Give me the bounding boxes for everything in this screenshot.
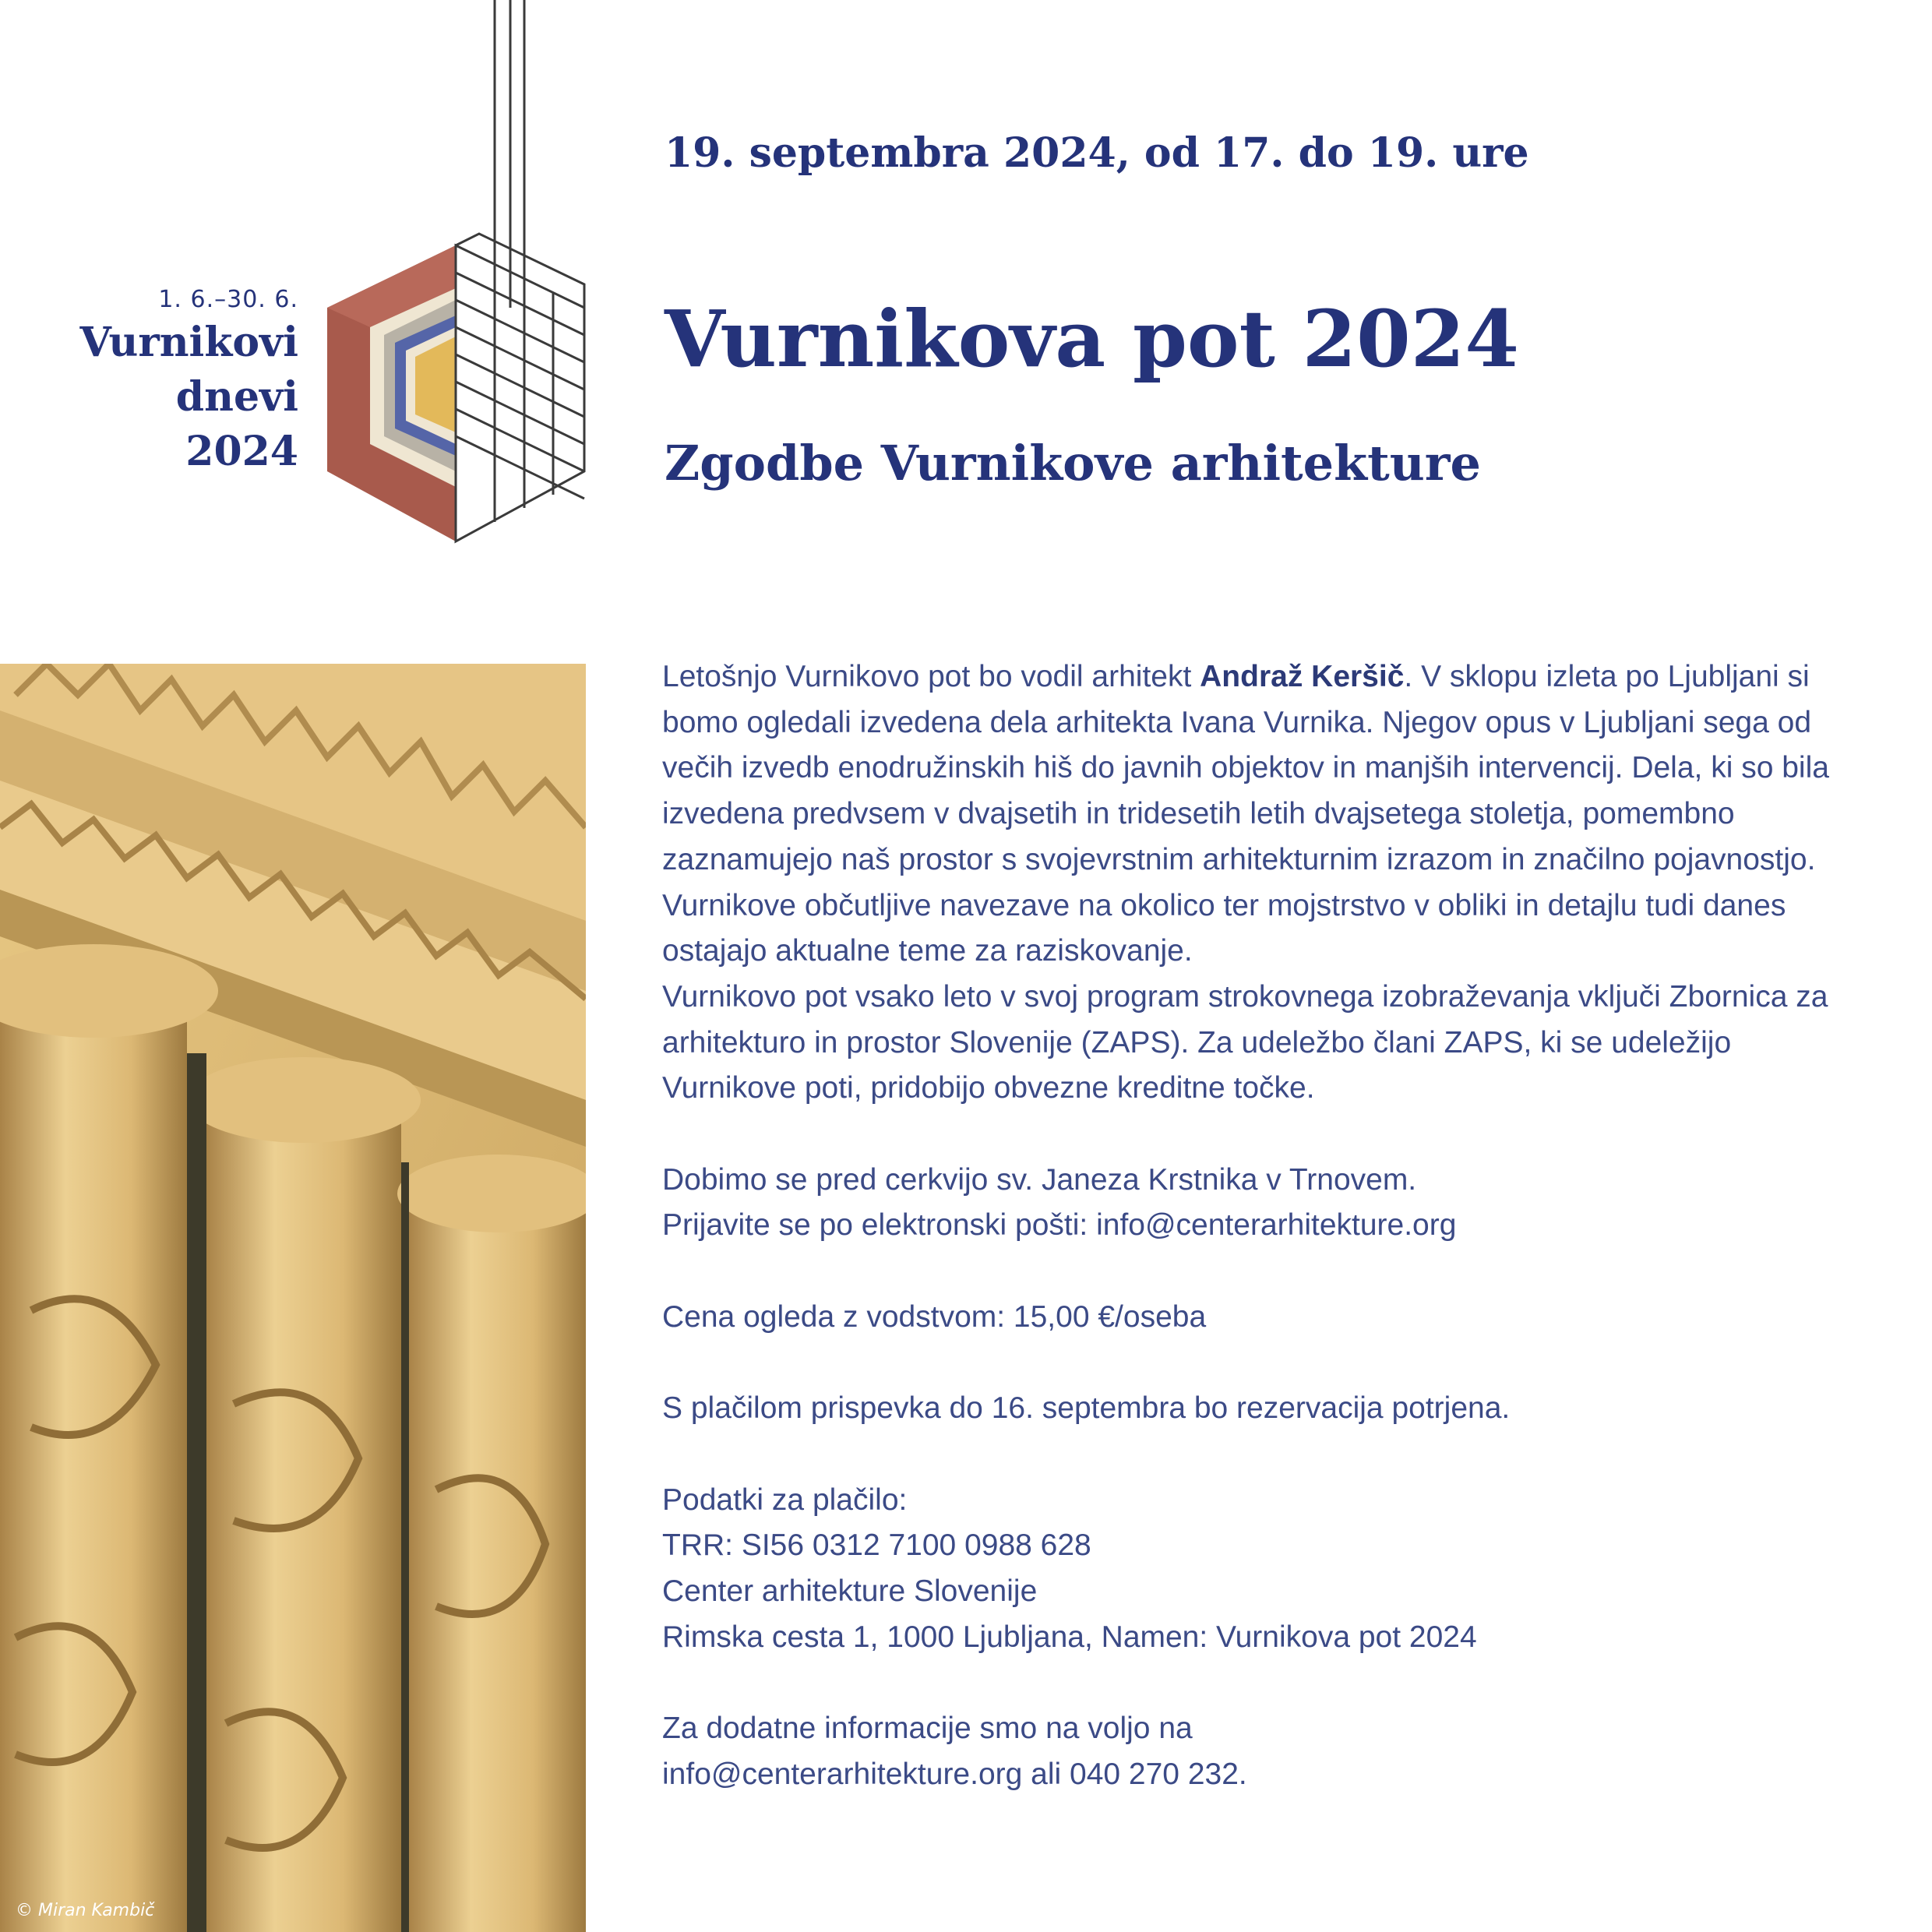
guide-name: Andraž Keršič (1200, 660, 1405, 693)
event-description (662, 654, 1862, 1798)
payment-trr: TRR: SI56 0312 7100 0988 628 (662, 1528, 1091, 1563)
event-logo-text (80, 284, 298, 479)
contact-line-2: info@centerarhitekture.org ali 040 270 232. (662, 1757, 1247, 1791)
payment-address: Rimska cesta 1, 1000 Ljubljana, Namen: Vurnikova pot 2024 (662, 1620, 1477, 1654)
signup-info: Prijavite se po elektronski pošti: info@centerarhitekture.org (662, 1208, 1457, 1243)
payment-name: Center arhitekture Slovenije (662, 1574, 1038, 1608)
payment-title: Podatki za plačilo: (662, 1482, 908, 1517)
meeting-point: Dobimo se pred cerkvijo sv. Janeza Krstnika v Trnovem. (662, 1162, 1417, 1197)
page-title: Vurnikova pot 2024 (665, 293, 1519, 385)
logo-line-3: 2024 (185, 428, 298, 475)
page-subtitle: Zgodbe Vurnikove arhitekture (665, 435, 1481, 492)
logo-line-1: Vurnikovi (79, 319, 298, 366)
logo-dates: 1. 6.–30. 6. (158, 286, 298, 313)
intro-text: . V sklopu izleta po Ljubljani si bomo ogledali izvedena dela arhitekta Ivana Vurnika. Njegov opus v Ljubljani sega od večih izvedb enodružinskih hiš do javnih objektov in manjših intervencij. Dela, ki so bila izvedena predvsem v dvajsetih in tridesetih letih dvajsetega stoletja, pomembno zaznamujejo naš prostor s svojevrstnim arhitekturnim izrazom in značilno pojavnostjo. Vurnikove občutljive navezave na okolico ter mojstrstvo v obliki in detajlu tudi danes ostajajo aktualne teme za raziskovanje. (662, 660, 1829, 968)
architecture-photo (0, 664, 586, 1932)
logo-line-2: dnevi (175, 373, 298, 421)
intro-prefix: Letošnjo Vurnikovo pot bo vodil arhitekt (662, 660, 1200, 693)
zaps-paragraph: Vurnikovo pot vsako leto v svoj program strokovnega izobraževanja vključi Zbornica za arhitekturo in prostor Slovenije (ZAPS). Za udeležbo člani ZAPS, ki se udeležijo Vurnikove poti, pridobijo obvezne kreditne točke. (662, 979, 1828, 1105)
reservation-info: S plačilom prispevka do 16. septembra bo rezervacija potrjena. (662, 1391, 1511, 1426)
photo-credit: © Miran Kambič (16, 1901, 155, 1920)
intro-paragraph (662, 654, 1862, 975)
contact-line-1: Za dodatne informacije smo na voljo na (662, 1712, 1193, 1746)
hexagon-logo-icon (323, 0, 588, 545)
price-info: Cena ogleda z vodstvom: 15,00 €/oseba (662, 1299, 1207, 1334)
event-date: 19. septembra 2024, od 17. do 19. ure (665, 129, 1529, 177)
